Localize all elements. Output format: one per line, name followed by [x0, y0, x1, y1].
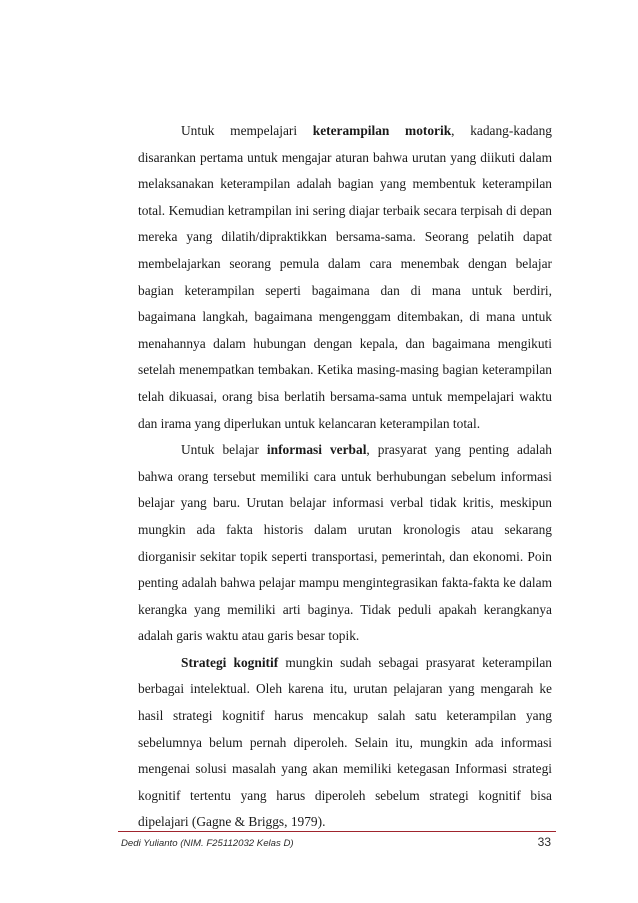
paragraph-motor-skills [138, 118, 552, 437]
bold-term-strategi-kognitif: Strategi kognitif [181, 654, 279, 670]
footer-rule [118, 831, 556, 832]
paragraph-lead: Untuk belajar [181, 442, 267, 458]
bold-term-keterampilan-motorik: keterampilan motorik [312, 123, 452, 138]
paragraph-lead: Untuk mempelajari [181, 123, 313, 138]
paragraph-body: , kadang-kadang disarankan pertama untuk mengajar aturan bahwa urutan yang diikuti dalam melaksanakan keterampilan adalah bagian yang membentuk keterampilan total. Kemudian ketrampilan ini sering diajar terbaik secara terpisah di depan mereka yang dilatih/dipraktikkan bersama-sama. Seorang pelatih dapat membelajarkan seorang pemula dalam cara menembak dengan belajar bagian keterampilan seperti bagaimana dan di mana untuk berdiri, bagaimana langkah, bagaimana mengenggam ditembakan, di mana untuk menahannya dalam hubungan dengan kepala, dan bagaimana mengikuti setelah menempatkan tembakan. Ketika masing-masing bagian keterampilan telah dikuasai, orang bisa berlatih bersama-sama untuk mempelajari waktu dan irama yang diperlukan untuk kelancaran keterampilan total. [138, 123, 552, 431]
bold-term-informasi-verbal: informasi verbal [266, 442, 367, 458]
page-number: 33 [537, 835, 551, 849]
footer-author: Dedi Yulianto (NIM. F25112032 Kelas D) [121, 838, 294, 849]
paragraph-body: mungkin sudah sebagai prasyarat keterampilan berbagai intelektual. Oleh karena itu, urutan pelajaran yang mengarah ke hasil strategi kognitif harus mencakup salah satu keterampilan yang sebelumnya belum pernah diperoleh. Selain itu, mungkin ada informasi mengenai solusi masalah yang akan memiliki ketegasan Informasi strategi kognitif tertentu yang harus diperoleh sebelum strategi kognitif bisa dipelajari (Gagne & Briggs, 1979). [138, 654, 552, 830]
body-text [138, 118, 552, 836]
paragraph-verbal-information [138, 437, 552, 650]
paragraph-body: , prasyarat yang penting adalah bahwa orang tersebut memiliki cara untuk berhubungan sebelum informasi belajar yang baru. Urutan belajar informasi verbal tidak kritis, meskipun mungkin ada fakta historis dalam urutan kronologis atau sekarang diorganisir sekitar topik seperti transportasi, pemerintah, dan ekonomi. Poin penting adalah bahwa pelajar mampu mengintegrasikan fakta-fakta ke dalam kerangka yang memiliki arti baginya. Tidak peduli apakah kerangkanya adalah garis waktu atau garis besar topik. [138, 442, 552, 644]
paragraph-cognitive-strategy [138, 650, 552, 836]
